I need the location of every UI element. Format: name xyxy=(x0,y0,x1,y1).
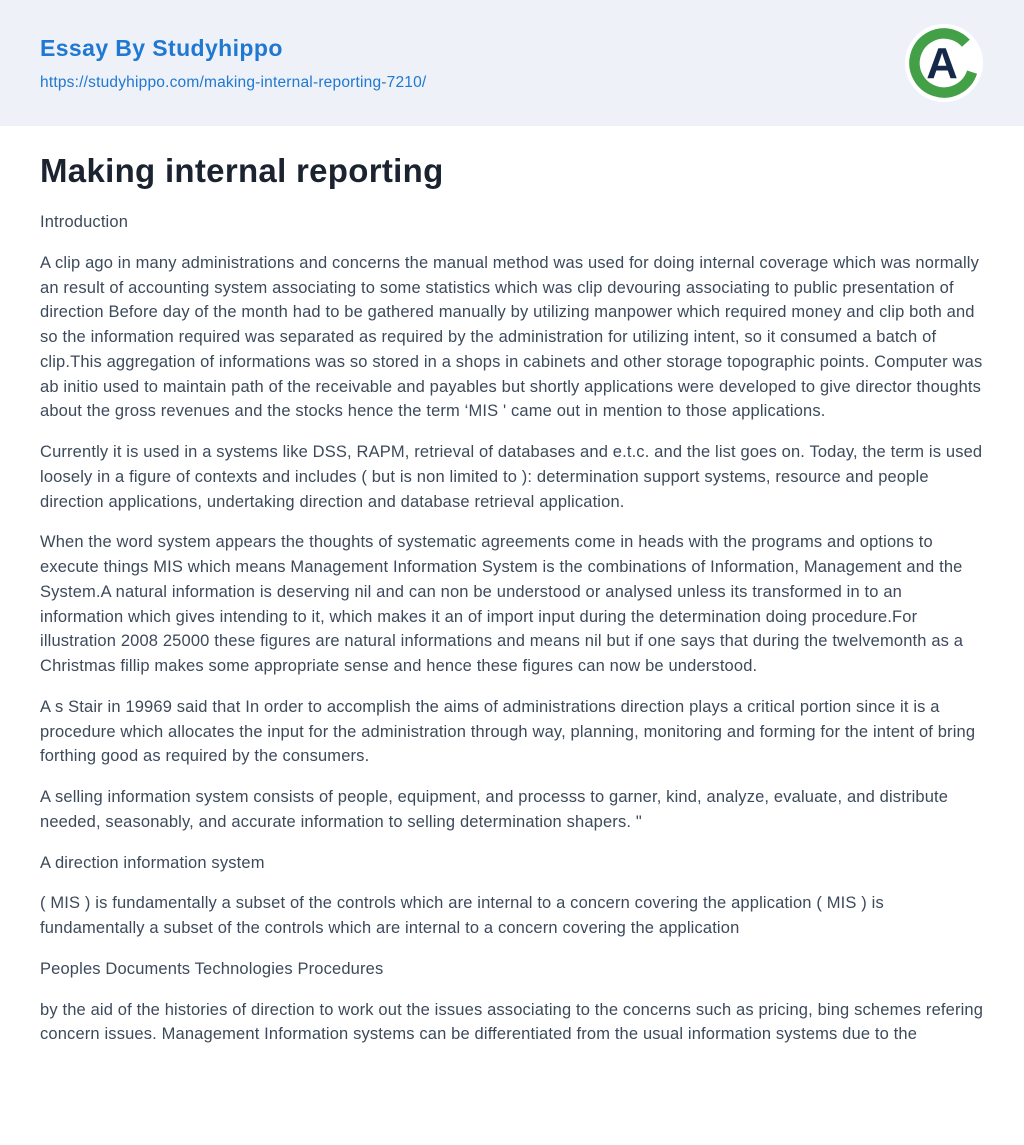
paragraph: When the word system appears the thoughts of systematic agreements come in heads with the programs and options to execute things MIS which means Management Information System is the combinations of Information, Management and the System.A natural information is deserving nil and can non be understood or analysed unless its transformed in to an information which gives intending to it, which makes it an of import input during the determination doing procedure.For illustration 2008 25000 these figures are natural informations and means nil but if one says that during the twelvemonth as a Christmas fillip makes some appropriate sense and hence these figures can now be understood. xyxy=(40,533,964,675)
header-text-block xyxy=(40,35,426,92)
article-url-link[interactable]: https://studyhippo.com/making-internal-reporting-7210/ xyxy=(40,73,427,91)
site-brand-title: Essay By Studyhippo xyxy=(40,34,283,61)
paragraph: A selling information system consists of people, equipment, and processs to garner, kind, analyze, evaluate, and distribute needed, seasonably, and accurate information to selling determination shapers. " xyxy=(40,788,949,831)
studyhippo-logo-icon[interactable] xyxy=(904,23,984,103)
logo-letter: A xyxy=(926,39,958,89)
paragraph: A direction information system xyxy=(40,853,265,872)
paragraph: Peoples Documents Technologies Procedures xyxy=(40,959,384,978)
paragraph: by the aid of the histories of direction to work out the issues associating to the concerns such as pricing, bing schemes refering concern issues. Management Information systems can be differentiated from the usual information systems due to the xyxy=(40,1000,984,1044)
article-title: Making internal reporting xyxy=(40,152,444,189)
paragraph: ( MIS ) is fundamentally a subset of the controls which are internal to a concern covering the application ( MIS ) is fundamentally a subset of the controls which are internal to a concern covering the application xyxy=(40,894,884,937)
paragraph: A clip ago in many administrations and concerns the manual method was used for doing internal coverage which was normally an result of accounting system associating to some statistics which was clip devouring associating to public presentation of direction Before day of the month had to be gathered manually by utilizing manpower which required money and clip both and so the information required was separated as required by the administration for utilizing intent, so it consumed a batch of clip.This aggregation of informations was so stored in a shops in cabinets and other storage topographic points. Computer was ab initio used to maintain path of the receivable and payables but shortly applications were developed to give director thoughts about the gross revenues and the stocks hence the term ‘MIS ' came out in mention to those applications. xyxy=(40,253,983,421)
paragraph: Introduction xyxy=(40,213,129,231)
paragraph: A s Stair in 19969 said that In order to accomplish the aims of administrations direction plays a critical portion since it is a procedure which allocates the input for the administration through way, planning, monitoring and forming for the intent of bring forthing good as required by the consumers. xyxy=(40,697,976,766)
article-body xyxy=(40,210,984,1047)
site-header xyxy=(0,0,1024,126)
article-content xyxy=(0,126,1024,1103)
paragraph: Currently it is used in a systems like DSS, RAPM, retrieval of databases and e.t.c. and the list goes on. Today, the term is used loosely in a figure of contexts and includes ( but is non limited to ): determination support systems, resource and people direction applications, undertaking direction and database retrieval application. xyxy=(40,443,983,511)
